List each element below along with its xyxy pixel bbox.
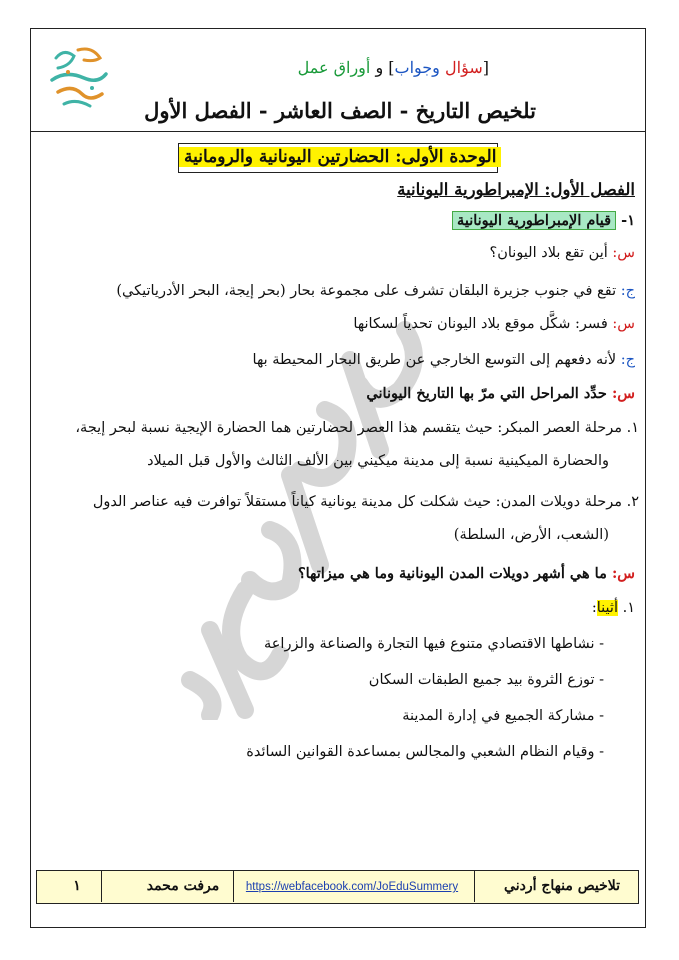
list-item: - وقيام النظام الشعبي والمجالس بمساعدة القوانين السائدة: [246, 744, 604, 760]
question-mark: س:: [612, 245, 635, 261]
question-mark: س:: [611, 385, 635, 402]
stage-line: (الشعب، الأرض، السلطة): [453, 527, 609, 543]
series-answer: وجواب: [394, 58, 440, 77]
page-number: ١: [73, 878, 81, 894]
header-divider: [31, 131, 645, 132]
footer-link-wrap: [237, 871, 467, 902]
qa-text: حدِّد المراحل التي مرّ بها التاريخ اليوناني: [366, 385, 607, 402]
footer-url-link[interactable]: https://webfacebook.com/JoEduSummery: [245, 881, 459, 893]
qa-text: لأنه دفعهم إلى التوسع الخارجي عن طريق البحار المحيطة بها: [252, 352, 617, 368]
qa-line: [353, 316, 635, 332]
qa-line: [253, 352, 635, 368]
header-series: [298, 58, 489, 77]
qa-text: فسر: شكَّل موقع بلاد اليونان تحدياً لسكانها: [353, 316, 608, 332]
series-and: و: [375, 58, 384, 77]
footer-bar: [36, 870, 639, 904]
chapter-title: الفصل الأول: الإمبراطورية اليونانية: [397, 180, 635, 199]
list-item: - مشاركة الجميع في إدارة المدينة: [402, 708, 604, 724]
list-item: - توزع الثروة بيد جميع الطبقات السكان: [368, 672, 604, 688]
footer-author: مرفت محمد: [146, 878, 220, 894]
page-title: تلخيص التاريخ - الصف العاشر - الفصل الأول: [144, 98, 536, 123]
question-mark: س:: [611, 565, 635, 582]
list-item: - نشاطها الاقتصادي متنوع فيها التجارة والصناعة والزراعة: [263, 636, 604, 652]
athens-colon: :: [591, 600, 597, 616]
answer-mark: ج:: [620, 352, 635, 368]
section-heading: [452, 212, 635, 229]
question-mark: س:: [612, 316, 635, 332]
footer-divider: [474, 871, 475, 902]
qa-line: [366, 385, 635, 402]
footer-brand: تلاخيص منهاج أردني: [504, 878, 620, 894]
qa-text: ما هي أشهر دويلات المدن اليونانية وما هي ميزاتها؟: [297, 565, 607, 582]
footer-divider: [233, 871, 234, 902]
stage-line: والحضارة الميكينية نسبة إلى مدينة ميكيني بين الألف الثالث والأول قبل الميلاد: [147, 453, 609, 469]
stage-line: ٢. مرحلة دويلات المدن: حيث شكلت كل مدينة يونانية كياناً مستقلاً توافرت فيه عناصر الدول: [92, 494, 639, 510]
qa-line: [490, 245, 635, 261]
qa-line: [298, 565, 635, 582]
section-number: ١-: [621, 212, 635, 229]
unit-title-box: [178, 143, 498, 173]
athens-heading: [592, 600, 635, 616]
series-worksheets: أوراق عمل: [297, 58, 371, 77]
bracket-open: [: [482, 58, 489, 77]
athens-title: أثينا: [596, 600, 618, 616]
unit-title: الوحدة الأولى: الحضارتين اليونانية والرومانية: [179, 147, 501, 167]
athens-number: ١.: [622, 600, 635, 616]
brand-logo: [44, 40, 114, 114]
answer-mark: ج:: [620, 283, 635, 299]
bracket-close: ]: [388, 58, 395, 77]
qa-text: أين تقع بلاد اليونان؟: [489, 245, 608, 261]
footer-divider: [101, 871, 102, 902]
section-title: قيام الإمبراطورية اليونانية: [452, 211, 616, 230]
qa-text: تقع في جنوب جزيرة البلقان تشرف على مجموعة بحار (بحر إيجة، البحر الأدرياتيكي): [116, 283, 617, 299]
qa-line: [116, 283, 635, 299]
series-question: سؤال: [445, 58, 483, 77]
stage-line: ١. مرحلة العصر المبكر: حيث يتقسم هذا العصر لحضارتين هما الحضارة الإيجية نسبة لبحر إيجة،: [75, 420, 639, 436]
